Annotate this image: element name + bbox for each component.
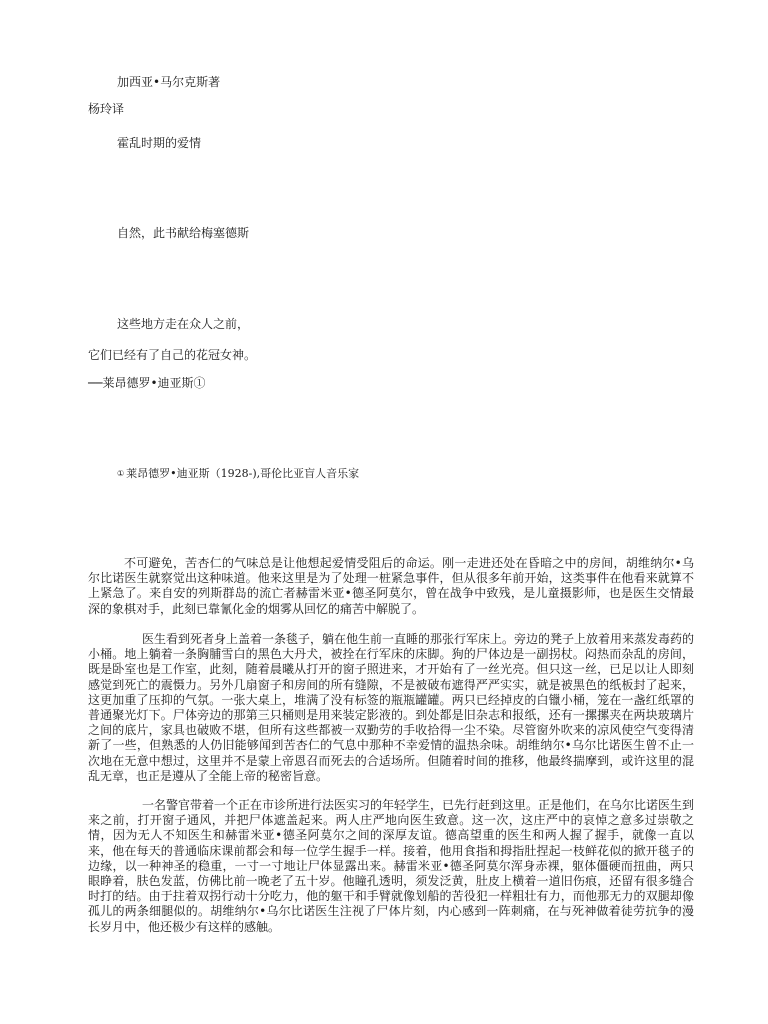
dedication: 自然，此书献给梅塞德斯 xyxy=(117,226,250,240)
body-paragraph-1: 不可避免，苦杏仁的气味总是让他想起爱情受阻后的命运。刚一走进还处在昏暗之中的房间，胡维纳尔•乌尔比诺医生就察觉出这种味道。他来这里是为了处理一桩紧急事件，但从很多年前开始，这类事件在他看来就算不上紧急了。来自安的列斯群岛的流亡者赫雷米亚•德圣阿莫尔，曾在战争中致残，是儿童摄影师，也是医生交情最深的象棋对手，此刻已靠氰化金的烟雾从回忆的痛苦中解脱了。 xyxy=(88,556,694,616)
book-title: 霍乱时期的爱情 xyxy=(117,136,202,150)
epigraph-line-1: 这些地方走在众人之前， xyxy=(117,317,250,331)
epigraph-line-2: 它们已经有了自己的花冠女神。 xyxy=(88,348,257,362)
footnote-marker: ① xyxy=(117,469,125,478)
body-paragraph-2: 医生看到死者身上盖着一条毯子，躺在他生前一直睡的那张行军床上。旁边的凳子上放着用来蒸发毒药的小桶。地上躺着一条胸脯雪白的黑色大丹犬，被拴在行军床的床脚。狗的尸体边是一副拐杖。闷热而杂乱的房间，既是卧室也是工作室，此刻，随着晨曦从打开的窗子照进来，才开始有了一丝光亮。但只这一丝，已足以让人即刻感觉到死亡的震慑力。另外几扇窗子和房间的所有缝隙，不是被破布遮得严严实实，就是被黑色的纸板封了起来，这更加重了压抑的气氛。一张大桌上，堆满了没有标签的瓶瓶罐罐。两只已经掉皮的白镴小桶，笼在一盏红纸罩的普通聚光灯下。尸体旁边的那第三只桶则是用来装定影液的。到处都是旧杂志和报纸，还有一摞摞夹在两块玻璃片之间的底片，家具也破败不堪，但所有这些都被一双勤劳的手收拾得一尘不染。尽管窗外吹来的凉风使空气变得清新了一些，但熟悉的人仍旧能够闻到苦杏仁的气息中那种不幸爱情的温热余味。胡维纳尔•乌尔比诺医生曾不止一次地在无意中想过，这里并不是蒙上帝恩召而死去的合适场所。但随着时间的推移，他最终揣摩到，或许这里的混乱无章，也正是遵从了全能上帝的秘密旨意。 xyxy=(88,632,695,783)
body-paragraph-3: 一名警官带着一个正在市诊所进行法医实习的年轻学生，已先行赶到这里。正是他们，在乌尔比诺医生到来之前，打开窗子通风，并把尸体遮盖起来。两人庄严地向医生致意。这一次，这庄严中的哀悼之意多过崇敬之情，因为无人不知医生和赫雷米亚•德圣阿莫尔之间的深厚友谊。德高望重的医生和两人握了握手，就像一直以来，他在每天的普通临床课前都会和每一位学生握手一样。接着，他用食指和拇指肚捏起一枝鲜花似的掀开毯子的边缘，以一种神圣的稳重，一寸一寸地让尸体显露出来。赫雷米亚•德圣阿莫尔浑身赤裸，躯体僵硬而扭曲，两只眼睁着，肤色发蓝，仿佛比前一晚老了五十岁。他瞳孔透明，须发泛黄，肚皮上横着一道旧伤痕，还留有很多缝合时打的结。由于拄着双拐行动十分吃力，他的躯干和手臂就像划船的苦役犯一样粗壮有力，而他那无力的双腿却像孤儿的两条细腿似的。胡维纳尔•乌尔比诺医生注视了尸体片刻，内心感到一阵刺痛，在与死神做着徒劳抗争的漫长岁月中，他还极少有这样的感触。 xyxy=(88,798,695,934)
author-line: 加西亚•马尔克斯著 xyxy=(117,75,221,89)
footnote xyxy=(117,467,359,481)
footnote-text: 莱昂德罗•迪亚斯（1928-),哥伦比亚盲人音乐家 xyxy=(126,467,360,480)
translator-line: 杨玲译 xyxy=(88,102,125,116)
epigraph-attribution: ──莱昂德罗•迪亚斯① xyxy=(88,376,206,390)
